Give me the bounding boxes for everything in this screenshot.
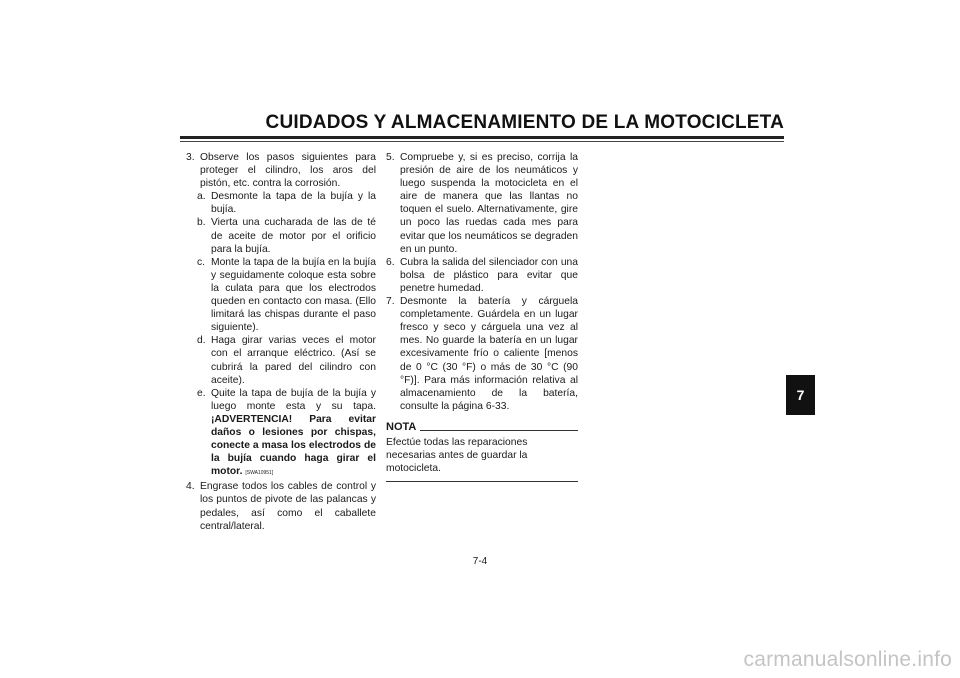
sub-text-e (211, 387, 376, 481)
nota-header (386, 421, 578, 434)
page-number: 7-4 (472, 556, 488, 567)
watermark: carmanualsonline.info (743, 648, 952, 671)
warning-text: ¡ADVERTENCIA! Para evitar daños o lesiones por chispas, conecte a masa los electrodos de la bujía cuando haga girar el motor. (211, 413, 376, 478)
sub-text: Haga girar varias veces el motor con el arranque eléctrico. (Así se cubrirá la pared del cilindro con aceite). (211, 335, 376, 386)
header-rule-thin (180, 141, 784, 142)
nota-title: NOTA (386, 420, 417, 433)
sub-item-b (186, 216, 376, 255)
list-item-6 (386, 256, 578, 295)
list-text: Engrase todos los cables de control y los puntos de pivote de las palancas y pedales, así como el caballete central/lateral. (200, 481, 376, 532)
list-item-5 (386, 151, 578, 256)
sub-number: d. (197, 335, 206, 347)
list-item-7 (386, 295, 578, 413)
list-text: Observe los pasos siguientes para proteger el cilindro, los aros del pistón, etc. contra la corrosión. (200, 152, 376, 190)
left-column (186, 151, 376, 533)
sub-text: Desmonte la tapa de la bujía y la bujía. (211, 191, 376, 216)
list-number: 5. (386, 152, 395, 163)
sub-number: a. (197, 191, 206, 203)
page-title: CUIDADOS Y ALMACENAMIENTO DE LA MOTOCICLETA (265, 112, 784, 133)
list-item-4 (186, 480, 376, 532)
list-text: Compruebe y, si es preciso, corrija la presión de aire de los neumáticos y luego suspenda la motocicleta en el aire de manera que las llantas no toquen el suelo. Alternativamente, gire un poco las ruedas cada mes para evitar que los neumáticos se degraden en un punto. (400, 152, 578, 255)
sub-number: e. (197, 387, 206, 399)
list-number: 7. (386, 296, 395, 308)
sub-text: Vierta una cucharada de las de té de aceite de motor por el orificio para la bujía. (211, 217, 376, 255)
warning-code: [SWA10951] (245, 470, 274, 477)
sub-item-e (186, 387, 376, 481)
nota-end-rule (386, 481, 578, 482)
sub-number: c. (197, 256, 206, 268)
header-rule (180, 136, 784, 139)
list-number: 4. (186, 481, 195, 493)
sub-item-a (186, 190, 376, 216)
nota-text: Efectúe todas las reparaciones necesarias antes de guardar la motocicleta. (386, 436, 528, 475)
list-item-3 (186, 151, 376, 190)
chapter-tab: 7 (786, 375, 815, 415)
sub-text: Quite la tapa de bujía de la bujía y luego monte esta y su tapa. (211, 387, 376, 412)
list-number: 3. (186, 152, 195, 163)
list-number: 6. (386, 256, 395, 268)
sub-number: b. (197, 217, 206, 229)
nota-box (386, 421, 578, 482)
sub-text: Monte la tapa de la bujía en la bujía y seguidamente coloque esta sobre la culata para que los electrodos queden en contacto con masa. (Ello limitará las chispas durante el paso siguiente). (211, 256, 376, 334)
list-text: Desmonte la batería y cárguela completamente. Guárdela en un lugar fresco y seco y cárguela una vez al mes. No guarde la batería en un lugar excesivamente frío o caliente [menos de 0 °C (30 °F) o más de 30 °C (90 °F)]. Para más información relativa al almacenamiento de la batería, consulte la página 6-33. (400, 296, 578, 412)
sub-item-c (186, 256, 376, 335)
sub-item-d (186, 334, 376, 386)
right-column (386, 151, 578, 482)
nota-rule (420, 430, 578, 431)
list-text: Cubra la salida del silenciador con una bolsa de plástico para evitar que penetre humedad. (400, 256, 578, 294)
